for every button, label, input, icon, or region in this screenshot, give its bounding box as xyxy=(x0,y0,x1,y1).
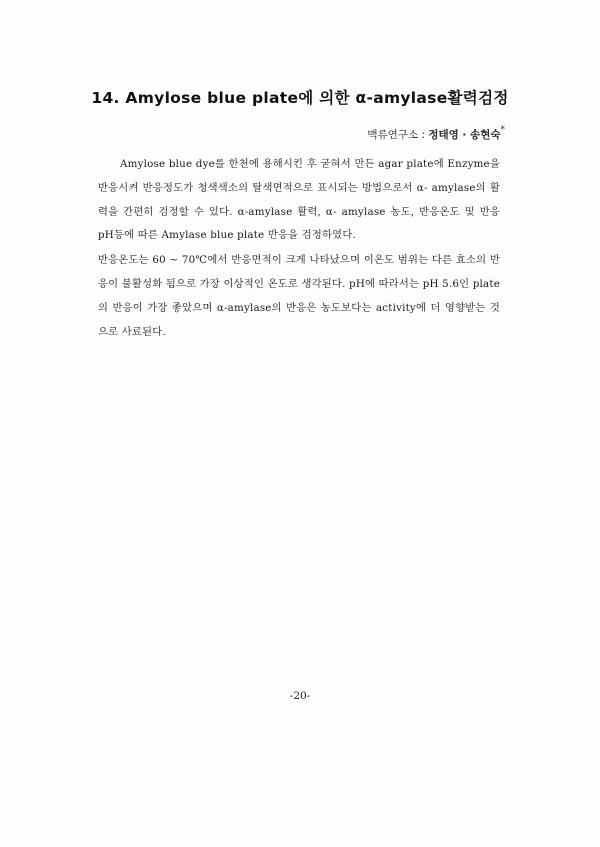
paragraph-1: Amylose blue dye를 한천에 용해시킨 후 굳혀서 만든 agar plate에 Enzyme을 반응시켜 반응정도가 청색색소의 탈색면적으로 표시되는 방법으로서 α- amylase의 활력을 간편히 검정할 수 있다. α-amylase 활력, α- amylase 농도, 반응온도 및 반응 pH등에 따른 Amylase blue plate 반응을 검정하였다. xyxy=(98,158,500,242)
body-text xyxy=(98,153,500,344)
page-title: 14. Amylose blue plate에 의한 α-amylase활력검정 xyxy=(91,89,509,107)
paragraph-2: 반응온도는 60 ~ 70℃에서 반응면적이 크게 나타났으며 이온도 범위는 다른 효소의 반응이 불활성화 됨으로 가장 이상적인 온도로 생각된다. pH에 따라서는 pH 5.6인 plate의 반응이 가장 좋았으며 α-amylase의 반응은 농도보다는 activity에 더 영향받는 것으로 사료된다. xyxy=(98,254,500,338)
author-separator: : xyxy=(421,129,425,141)
author-names: 정태영 · 송현숙 xyxy=(428,129,501,141)
page-number: -20- xyxy=(289,690,311,702)
author-footnote-mark: * xyxy=(500,125,505,135)
affiliation: 맥류연구소 xyxy=(367,129,419,141)
author-line xyxy=(367,127,505,142)
